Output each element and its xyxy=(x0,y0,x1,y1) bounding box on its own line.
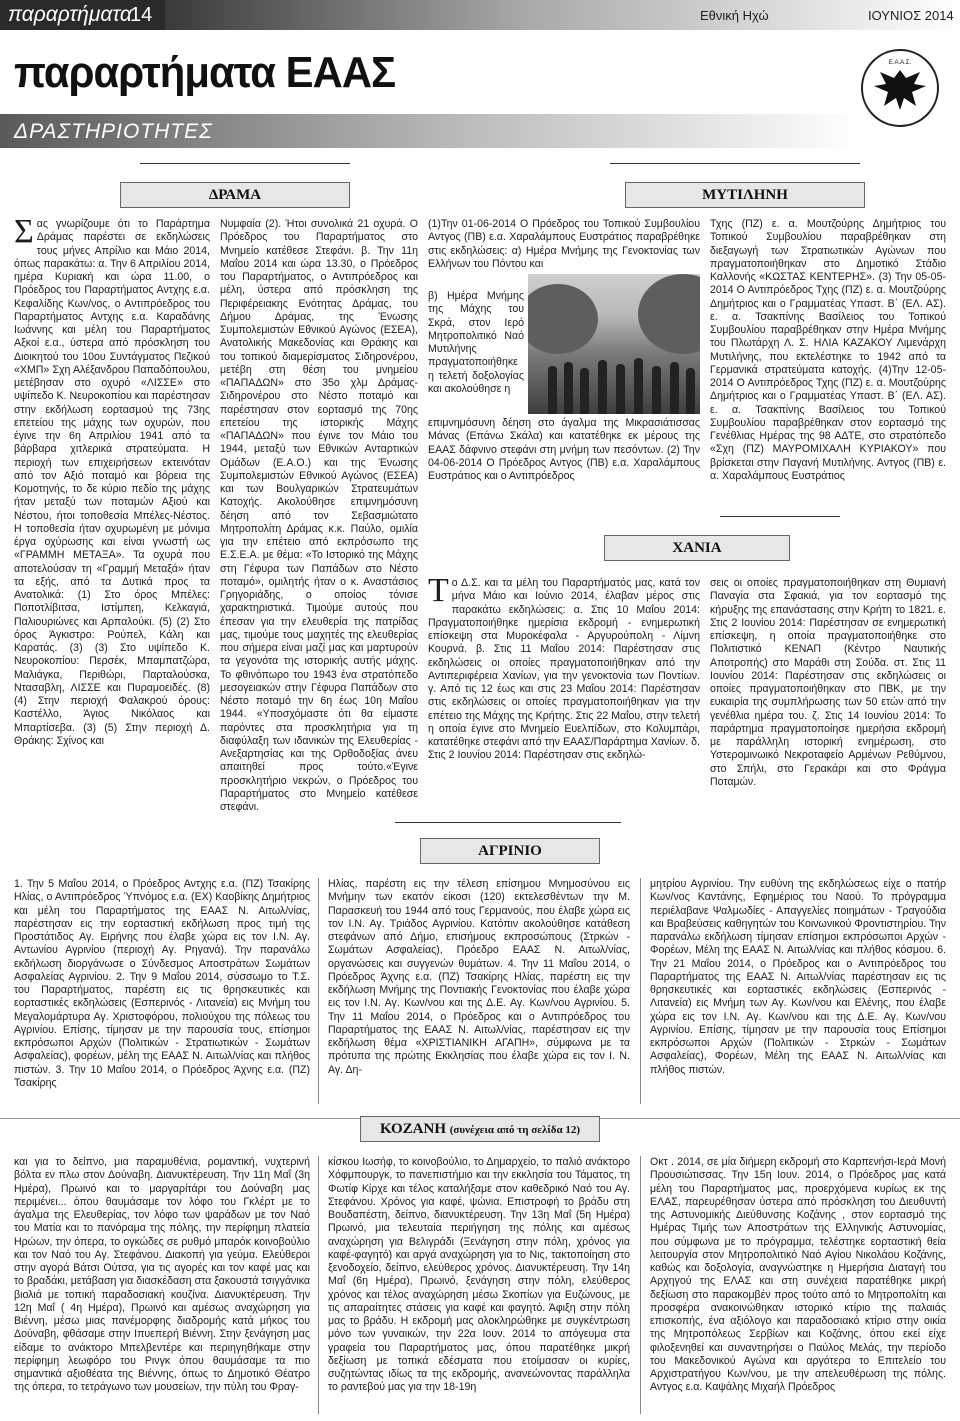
drama-dropcap: Σ xyxy=(14,218,34,250)
chania-column-1 xyxy=(428,577,700,811)
column-divider xyxy=(640,1156,641,1414)
column-divider xyxy=(318,878,319,1104)
chania-dropcap: Τ xyxy=(428,577,449,609)
kozani-heading xyxy=(360,1116,600,1142)
column-divider xyxy=(640,878,641,1104)
column-divider xyxy=(318,1156,319,1414)
ceremony-photo xyxy=(528,274,700,414)
emblem-text: Ε.Α.Α.Σ. xyxy=(888,60,912,66)
photo-figure xyxy=(580,368,589,414)
mytilini-column-1-side: β) Ημέρα Μνήμης της Μάχης του Σκρά, στον Ιερό Μητροπολιτικό Ναό Μυτιλήνης πραγματοποιήθηκε η τελετή δοξολογίας και ακολούθησε η xyxy=(428,290,524,395)
eagle-emblem-icon xyxy=(860,48,940,128)
photo-figure xyxy=(634,358,643,414)
drama-column-1 xyxy=(14,218,210,812)
header-gradient-band xyxy=(165,0,960,30)
page-number: 14 xyxy=(130,4,153,26)
drama-column-2: Νυμφαία (2). Ήτοι συνολικά 21 οχυρά. Ο Πρόεδρος του Παραρτήματος στο Μνημείο κατέθεσε Στεφάνι. β. Την 11η Μαΐου 2014 και ώρα 13.30, ο Πρόεδρος του Παραρτήματος, ο Αντιπρόεδρος και μέλη, ύστερα από πρόσκληση της Περιφέρειακης Ενότητας Δράμας, του Δήμου Δράμας, της Ένωσης Συμπολεμιστών Εθνικού Αγώνος (ΕΣΕΑ), Ανατολικής Μακεδονίας και Θράκης και του τοπικού διαμερίσματος Σιδηρονέρου, μετέβη στη θέση του μνημείου «ΠΑΠΑΔΩΝ» στο 35ο χλμ Δράμας-Σιδηρονέρου στο Νέστο ποταμό και παρέστησαν στον εορτασμό της 70ης επετείου της ιστορικής Μάχης «ΠΑΠΑΔΩΝ» που έγινε τον Μάιο του 1944, μεταξύ των Εθνικών Ανταρτικών Ομάδων (Ε.Α.Ο.) και της Ένωσης Συμπολεμιστών Εθνικού Αγώνος (ΕΣΕΑ) και των Βουλγαρικών Στρατευμάτων Κατοχής. Ακολούθησε επιμνημόσυνη δέηση από τον Σεβασμιώτατο Μητροπολίτη Δράμας κ.κ. Παύλο, ομιλία για την επέτειο από εκπρόσωπο της Ε.Σ.Ε.Α. με θέμα: «Το Ιστορικό της Μάχης στη Γέφυρα των Παπάδων στο Νέστο ποταμό», ομιλητής ήταν ο κ. Αναστάσιος Γρηγοριάδης, ο οποίος τόνισε χαρακτηριστικά. Τιμούμε αυτούς που έπεσαν για την ελευθερία της πατρίδας μας, τιμούμε τους μαχητές της ελευθερίας που σήμερα είναι μαζί μας και μαρτυρούν τα γεγονότα της ιστορικής αυτής μάχης. Το φθινόπωρο του 1943 ένα στρατόπεδο μεσογειακών στην Γέφυρα Παπάδων στο Νέστο ποταμό την 6η έως 10η Μαΐου 1944. «Υποσχόμαστε ότι θα είμαστε παρόντες στα προσκλητήρια για τη διαφύλαξη των ιδανικών της Ελευθερίας - Ανεξαρτησίας και της Ορθοδοξίας άνευ απαιτηθεί προς τούτο.«Έγινε προσκλητήριο νεκρών, ο Πρόεδρος του Παραρτήματος στο Μνημείο κατέθεσε στεφάνι. xyxy=(220,218,418,812)
chania-column-2: σεις οι οποίες πραγματοποιήθηκαν στη Θυμιανή Παναγία στα Σφακιά, για τον εορτασμό της κήρυξης της επανάστασης στην Κρήτη το 1821. ε. Στις 2 Ιουνίου 2014: Παρέστησαν σε ενημερωτική επίσκεψη, η οποία πραγματοποιήθηκε στο Πολιτιστικό ΚΕΝΑΠ (Κέντρο Ναυτικής Αποτροπής) στο Μαράθι στη Σούδα. στ. Στις 11 Ιουνίου 2014: Παρέστησαν στις εκδηλώσεις οι οποίες πραγματοποιήθηκαν στο ΠΒΚ, με την ευκαιρία της συμπλήρωσης των 50 ετών από την γενέθλια ημέρα του. ζ. Στις 14 Ιουνίου 2014: Το παράρτημα πραγματοποίησε ημερήσια εκδρομή με παράλληλη ιστορική ενημέρωση, στο Υστερομινωικό Νεκροταφείο Αρμένων Ρεθύμνου, στο Σπήλι, στο Γερακάρι και στο Φράγμα Ποταμών. xyxy=(710,577,946,788)
chania-heading: ΧΑΝΙΑ xyxy=(604,535,790,561)
photo-figure xyxy=(686,368,695,414)
photo-figure xyxy=(598,360,607,414)
kozani-heading-text: ΚΟΖΑΝΗ xyxy=(379,1121,446,1137)
photo-figure xyxy=(670,362,679,414)
photo-tree xyxy=(528,284,598,354)
chania-col1-text: ο Δ.Σ. και τα μέλη του Παραρτήματός μας, κατά τον μήνα Μάιο και Ιούνιο 2014, έλαβαν μέρος στις παρακάτω εκδηλώσεις: α. Στις 10 Μαΐου 2014: Πραγματοποιήθηκε ημερίσια εκδρομή - ενημερωτική επίσκεψη στα Μυροκέφαλα - Αργυρούπολη - Λίμνη Κουρνά. β. Στις 11 Μαΐου 2014: Παρέστησαν στις εκδηλώσεις οι οποίες πραγματοποιήθηκαν από την Αντιπεριφέρεια Χανίων, για την γενοκτονία των Ποντίων. γ. Από τις 12 έως και στις 23 Μαΐου 2014: Παρέστησαν στις εκδηλώσεις οι οποίες πραγματοποιήθηκαν για την επέτειο της Μάχης της Κρήτης. Στις 22 Μαΐου, στην τελετή η οποία έγινε στο Μνημείο Ευελπίδων, στο Κολυμπάρι, κατατέθηκε στεφάνι από την ΕΑΑΣ/Παράρτημα Χανίων. δ. Στις 2 Ιουνίου 2014: Παρέστησαν στις εκδηλώ- xyxy=(428,577,700,762)
agrinio-column-1: 1. Την 5 Μαΐου 2014, ο Πρόεδρος Αντχης ε.α. (ΠΖ) Τσακίρης Ηλίας, ο Αντιπρόεδρος Ύπνόμος ε.α. (ΕΧ) Καοβίκης Δημήτριος και μέλη του Παραρτήματος της ΕΑΑΣ Ν. Αιτωλ/νίας, παρέστησαν εις την εορταστική εκδήλωση προς τιμή της Προστάτιδος Αγ. Ειρήνης που έλαβε χώρα εις τον Ι.Ν. Αγ. Αντωνίου Αγρινίου (περιοχή Αγ. Ρηγανά). Την παρανάλω εκδήλωση διοργάνωσε ο Σύνδεσμος Αποστράτων Σωμάτων Ασφαλείας Αγρινίου. 2. Την 9 Μαΐου 2014, σύσσωμο το Τ.Σ. του Παραρτήματος, παρέστη εις τις θρησκευτικές και εορταστικές εκδηλώσεις (Εσπερινός - Λιτανεία) εις Μνήμη του Μεγαλομάρτυρα Αγ. Χριστοφόρου, πολιούχου της πόλεως του Αγρινίου. Επίσης, τίμησαν με την παρουσία τους, επίσημοι εκπρόσωποι Αρχών (Πολιτικών - Στρατιωτικών - Σωμάτων Ασφαλείας), φορέων, μέλη της ΕΑΑΣ Ν. Αιτωλ/νίας και πλήθος πιστών. 3. Την 10 Μαΐου 2014, ο Πρόεδρος Άχνης ε.α. (ΠΖ) Τσακίρης xyxy=(14,878,310,1089)
page-subtitle: ΔΡΑΣΤΗΡΙΟΤΗΤΕΣ xyxy=(14,120,213,143)
mytilini-column-2: Τχης (ΠΖ) ε. α. Μουτζούρης Δημήτριος του Τοπικού Συμβουλίου παραβρέθηκαν στη διεξαγωγή των Στρατιωτικών Αγώνων που πραγματοποιήθηκαν στο Δημοτικό Στάδιο Καλλονής «ΚΩΣΤΑΣ ΚΕΝΤΕΡΗΣ». (3) Την 05-05-2014 Ο Αντιπρόεδρος Τχης (ΠΖ) ε. α. Μουτζούρης Δημήτριος και ο Γραμματέας Υπαστ. Β΄ (ΕΛ. ΑΣ). ε. α. Τσακπίνης Βασίλειος του Τοπικού Συμβουλίου παραβρέθηκαν στην Ημέρα Μνήμης του Πλωτάρχη Λ. Σ. ΗΛΙΑ ΚΑΖΑΚΟΥ Λιμενάρχη Μυτιλήνης, που εκτελέστηκε το 1942 από τα Γερμανικά στρατεύματα κατοχής. (4)Την 12-05-2014 Ο Αντιπρόεδρος Τχης (ΠΖ) ε. α. Μουτζούρης Δημήτριος και ο Γραμματέας Υπαστ. Β΄ (ΕΛ. ΑΣ). ε. α. Τσακπίνης Βασίλειος του Τοπικού Συμβουλίου παραβρέθηκαν στον εορτασμό της Γενέθλιας Ημέρας της 98 ΑΔΤΕ, στο στρατόπεδο «Σχη (ΠΖ) ΜΑΥΡΟΜΙΧΑΛΗ ΚΥΡΙΑΚΟΥ» που βρίσκεται στην Παγανή Μυτιλήνης. Αντγος (ΠΒ) ε. α. Χαραλάμπους Ευστράτιος xyxy=(710,218,946,482)
photo-figure xyxy=(616,364,625,414)
paper-name: Εθνική Ηχώ xyxy=(700,8,769,23)
page-title: παραρτήματα ΕΑΑΣ xyxy=(14,48,396,97)
photo-figure xyxy=(564,362,573,414)
photo-tree xyxy=(638,274,700,354)
kozani-heading-note: (συνέχεια από τη σελίδα 12) xyxy=(449,1124,581,1136)
agrinio-rule xyxy=(395,822,621,823)
drama-rule xyxy=(140,163,350,164)
drama-col1-text: ας γνωρίζουμε ότι το Παράρτημα Δράμας παρέστει σε εκδηλώσεις τους μήνες Απρίλιο και Μάιο 2014, όπως παρακάτω: α. Την 6 Απριλίου 2014, ημέρα Κυριακή και ώρα 11.00, ο Πρόεδρος του Παραρτήματος Αντχης ε.α. Κεφαλίδης Κων/νος, ο Αντιπρόεδρος του Παραρτήματος Αντχης ε.α. Καραδάνης Ιωάννης και μέλη του Παραρτήματος Αξκοί ε.α., ύστερα από πρόσκληση του Διοικητού του 10ου Συντάγματος Πεζικού «ΧΜΠ» Σχη Αλέξανδρου Παπαδόπουλου, μετέβησαν στο οχυρό «ΛΙΣΣΕ» στο υψίπεδο Κ. Νευροκοπίου και παρέστησαν στην εκδήλωση εορτασμού της 73ης επετείου της μάχης των οχυρών, που έγινε την 6η Απριλίου 1941 από τα βάρβαρα χιτλερικά στρατεύματα. Η περιοχή των επιχειρήσεων εκτεινόταν από τον Αξιό ποταμό και βόρεια της Κομοτηνής, το δε κύριο πεδίο της μάχης ήταν μεταξύ των ποταμών Αξιού και Νέστου, ήτοι τοποθεσία Μπέλες-Νέστος. Η τοποθεσία ήταν οχυρωμένη με μόνιμα έργα οχύρωσης και είναι γνωστή ως «ΓΡΑΜΜΗ ΜΕΤΑΞΑ». Τα οχυρά που αποτελούσαν τη «Γραμμή Μεταξά» ήταν τα εξής, από τα Δυτικά προς τα Ανατολικά: (1) Στο όρος Μπέλες: Ποποτλίβιτσα, Ιστίμπεη, Κελκαγιά, Παλιουριώνες και Αρπαλούκι. (5) (2) Στο όρος Άγκιστρο: Ρούπελ, Κάλη και Καρατάς. (3) (3) Στο υψίπεδο Κ. Νευροκοπίου: Περσέκ, Μπαμπατζώρα, Μαλιάγκα, Περιθώρι, Παρταλούσκα, Ντασαβλη, ΛΙΣΣΕ και Πυραμοειδές. (8) (4) Στην περιοχή Φαλακρού όρους: Καστέλλο, Άγιος Νικόλαος και Μπαρτίσεβα. (3) (5) Στην περιοχή Δ. Θράκης: Σχίνος και xyxy=(14,218,210,747)
agrinio-column-3: μητρίου Αγρινίου. Την ευθύνη της εκδηλώσεως είχε ο πατήρ Κων/νος Καντάνης, Εφημέριος του Ναού. Το πρόγραμμα περιέλαβανε Ψαλμωδίες - Απαγγελίες ποιημάτων - Τραγούδια και Βραβεύσεις καθηγητών του Κοινωνικού Φροντιστηρίου. Την παρανάλω εκδήλωση τίμησαν επίσημοι εκπρόσωποι Αρχών - Φορέων, Μέλη της ΕΑΑΣ Ν. Αιτωλ/νίας και πλήθος κόσμου. 6. Την 21 Μαΐου 2014, ο Πρόεδρος και ο Αντιπρόεδρος του Παραρτήματος της ΕΑΑΣ Ν. Αιτωλ/νίας παρέστησαν εις τις θρησκευτικές και εορταστικές εκδηλώσεις (Εσπερινός - Λιτανεία) εις Μνήμη των Αγ. Κων/νου και Ελένης, που έλαβε χώρα εις τον Ι.Ν. Αγ. Κων/νου και της Δ.Ε. Αγ. Κων/νου Αγρινίου. Επίσης, τίμησαν με την παρουσία τους Επίσημοι εκπρόσωποι Αρχών (Πολιτικών - Στρκών - Σωμάτων Ασφαλείας), Φορέων, Μέλη της ΕΑΑΣ Ν. Αιτωλ/νίας και πλήθος πιστών. xyxy=(650,878,946,1076)
mytilini-column-1-top: (1)Την 01-06-2014 Ο Πρόεδρος του Τοπικού Συμβουλίου Αντγος (ΠΒ) ε.α. Χαραλάμπους Ευστράτιος παραβρέθηκε στις εκδηλώσεις: α) Ημέρα Μνήμης της Γενοκτονίας των Ελλήνων του Πόντου και xyxy=(428,218,700,270)
photo-figure xyxy=(548,366,557,414)
kozani-column-3: Οκτ . 2014, σε μία διήμερη εκδρομή στο Καρπενήσι-Ιερά Μονή Προυσιώτισσας. Την 15η Ιουν. 2014, ο Πρόεδρος μας κατά μέλη του Παραρτήματος μας, προερχόμενα κυρίως εκ της ΕΛΑΣ, παρευρέθησαν ύστερα από πρόσκληση του Διευθυντή της Αστυνομικής Διεύθυνσης Κοζάνης , στον εορτασμό της Ημέρας Τιμής των Αποστράτων της Ελληνικής Αστυνομίας, που σύμφωνα με το πρόγραμμα, τελέστηκε εορταστική θεία λειτουργία στον Μητροπολιτικό Ναό Αγίου Νικολάου Κοζάνης, καθώς και δοξολογία, αναγνώστηκε η Ημερήσια Διαταγή του Αρχηγού της ΕΛΑΣ και στη συνέχεια παρατέθηκε μικρή δεξίωση στο παρακομβέν προς τούτο από το Μητροπολίτη και προσφέρα ανακοινώθηκαν ιστορικό κτίριο της παλαιάς επισκοπής, ένα αξιόλογο και παραδοσιακό κτίριο στην οικία της Μητροπόλεως Σερβίων και Κοζάνης, όπου εκεί είχε φιλοξενηθεί και συναντηρήσει ο Παύλος Μελάς, την περίοδο του Μακεδονικού Αγώνα και αργότερα το Επιτελείο του Αρχιστρατήγου Κων/νου, με την απελευθέρωση της πόλης. Αντγος ε.α. Καψάλης Μιχαήλ Πρόεδρος xyxy=(650,1156,946,1394)
mytilini-column-1-bottom: επιμνημόσυνη δέηση στο άγαλμα της Μικρασιάτισσας Μάνας (Επάνω Σκάλα) και κατατέθηκε εκ μέρους της ΕΑΑΣ δάφνινο στεφάνι στη μνήμη των πεσόντων. (2) Την 04-06-2014 Ο Πρόεδρος Αντγος (ΠΒ) ε.α. Χαραλάμπους Ευστράτιος και ο Αντιπρόεδρος xyxy=(428,417,700,482)
chania-rule xyxy=(720,516,840,517)
mytilini-heading: ΜΥΤΙΛΗΝΗ xyxy=(625,182,865,208)
kozani-column-1: και για το δείπνο, μια παραμυθένια, ρομαντική, νυχτερινή βόλτα εν πλω στον Δούναβη. Διανυκτέρευση. Την 11η Μαΐ (3η Ημέρα), Πρωινό και το μαργαρίτάρι του Δούναβη μας περιμένει... όπου θαυμάσαμε τον λόφο του Γκλέρτ με το άγαλμα της Ελευθερίας, τον λόφο των ψαράδων με τον Ναό του Ματία και το πανόραμα της πόλης, την περίφημη πλατεία Ηρώων, την όπερα, το ογκώδες σε ρυθμό μπαρόκ κοινοβούλιο και τον Ναό του Αγ. Στεφάνου. Διακοπή για γεύμα. Ελεύθεροι στην αγορά Βάτσι Ούτσα, για τις αγορές και τον καφέ μας και το βραδάκι, μετάβαση για διασκέδαση στα ξακουστά τσιγγάνικα βιολιά με τοπική παραδοσιακή κουζίνα. Διανυκτέρευση. Την 12η Μαΐ ( 4η Ημέρα), Πρωινό και αμέσως αναχώρηση για Βιέννη, μέσω μιας πανέμορφης διαδρομής κατά μήκος του Δούναβη, φθάσαμε στην Ιπυεπερή Βιέννη. Στην ξενάγηση μας είδαμε το ανάκτορο Μπελβεντέρε και περιηγηθήκαμε στην περίφημη λεωφόρο του Ρινγκ όπου θαυμάσαμε τα πιο σημαντικά αξιοθέατα της Βιέννης, όπως το Δημοτικό Θέατρο της όπερα, το τετράγωνο των μουσείων, την πύλη του Φραγ- xyxy=(14,1156,310,1394)
issue-date: ΙΟΥΝΙΟΣ 2014 xyxy=(868,8,954,23)
agrinio-column-2: Ηλίας, παρέστη εις την τέλεση επίσημου Μνημοσύνου εις Μνήμην των εκατόν είκοσι (120) εκτελεσθέντων την Μ. Παρασκευή του 1944 από τους Γερμανούς, που έλαβε χώρα εις τον Ι.Ν. Αγ. Τριάδος Αγρινίου. Κατόπιν ακολούθησε κατάθεση στεφάνων από Δήμο, επισήμους εκπροσώπους (Στρκών - Σωμάτων Ασφαλείας), Πρόεδρο ΕΑΑΣ Ν. Αιτωλ/νίας, οργανώσεις και συγγενών θυμάτων. 4. Την 11 Μαΐου 2014, ο Πρόεδρος Άχνης ε.α. (ΠΖ) Τσακίρης Ηλίας, παρέστη εις την εκδήλωση Μνήμης της Ποντιακής Γενοκτονίας που έλαβε χώρα εις τον Ι.Ν. Αγ. Κων/νου και της Δ.Ε. Αγ. Κων/νου Αγρινίου. 5. Την 11 Μαΐου 2014, ο Πρόεδρος και ο Αντιπρόεδρος του Παραρτήματος της ΕΑΑΣ Ν. Αιτωλ/νίας, παρέστησαν εις την εκδήλωση θέμα «ΧΡΙΣΤΙΑΝΙΚΗ ΑΓΑΠΗ», σύμφωνα με τα πρότυπα της πρώτης Εκκλησίας που έλαβε χώρα εις τον Ι. Ν. Αγ. Δη- xyxy=(328,878,630,1076)
drama-heading: ΔΡΑΜΑ xyxy=(120,182,350,208)
section-label-text: παραρτήματα xyxy=(8,3,132,26)
mytilini-rule xyxy=(610,163,860,164)
photo-figure xyxy=(652,366,661,414)
agrinio-heading: ΑΓΡΙΝΙΟ xyxy=(420,838,600,864)
kozani-column-2: κίσκου Ιωσήφ, το κοινοβούλιο, το Δημαρχείο, το παλιό ανάκτορο Χόφμπουργκ, το πανεπιστήμιο και την εκκλησία του Τάματος, τη Φωτίφ Κίρχε και τέλος καταλήξαμε στον καθεδρικό Ναό του Αγ. Στεφάνου. Χρόνος για καφέ, ψώνια. Επιστροφή το βράδυ στη Βουδαπέστη, δείπνο, διανυκτέρευση. Την 13η Μαΐ (5η Ημέρα) Πρωινό, μια τελευταία περιήγηση της πόλης και αμέσως αναχώρηση για Βελιγράδι (Ξενάγηση στην πόλη, χρόνος για καφέ-φαγητό) και αργά αναχώρηση για το Νις, τακτοποίηση στο ξενοδοχείο, δείπνο, ελεύθερος χρόνος. Διανυκτέρευση. Την 14η Μαΐ (6η Ημέρα), Πρωινό, ξενάγηση στην πόλη, ελεύθερος χρόνος και τέλος αναχώρηση μέσω Σκοπίων για Ευζώνους, με τις απαραίτητες στάσεις για καφέ και φαγητό. Άφιξη στην πόλη μας το βράδυ. Η εκδρομή μας ολοκληρώθηκε με συγκέντρωση μόνο των γυναικών, την 22α Ιουν. 2014 το απόγευμα στα γραφεία του Παραρτήματος μας, όπου παρατέθηκε μικρή δεξίωση με τοπικά εδέσματα που ετοίμασαν οι κυρίες, συζητώντας ιδίως τα της εκδρομής, ανανεώνοντας παράλληλα το ραντεβού μας για την 18-19η xyxy=(328,1156,630,1394)
